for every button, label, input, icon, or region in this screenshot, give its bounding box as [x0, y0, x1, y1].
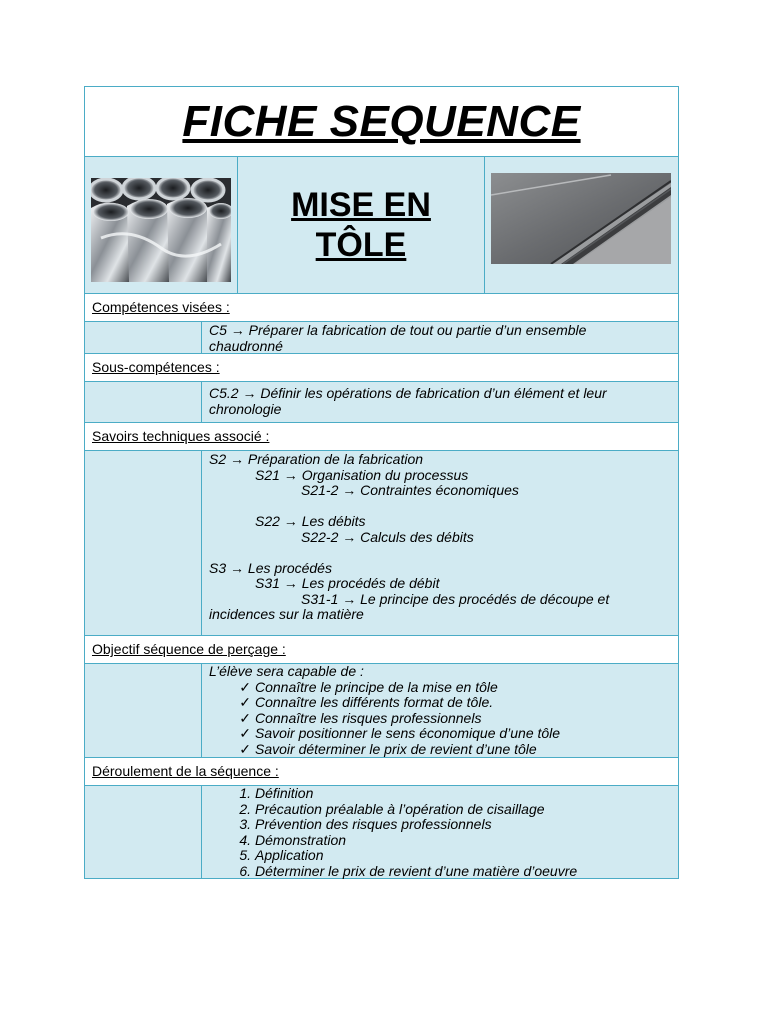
deroulement-label: Déroulement de la séquence :	[92, 763, 279, 779]
objectif-item	[209, 680, 670, 696]
title-cell	[84, 86, 679, 157]
row-gutter	[201, 786, 202, 878]
savoirs-content-row	[84, 450, 679, 636]
objectif-item	[209, 711, 670, 727]
row-gutter	[201, 664, 202, 757]
objectif-item	[209, 726, 670, 742]
objectif-item-text: Connaître les risques professionnels	[255, 709, 482, 726]
item-number: 1.	[239, 785, 251, 801]
item-text: Définition	[255, 785, 314, 801]
objectif-item	[209, 695, 670, 711]
deroulement-item	[209, 817, 670, 833]
right-image-cell	[484, 156, 679, 294]
page-title: FICHE SEQUENCE	[182, 96, 581, 146]
competences-label: Compétences visées :	[92, 299, 230, 315]
savoirs-list	[209, 452, 670, 623]
objectif-item	[209, 742, 670, 758]
deroulement-list	[209, 786, 670, 879]
deroulement-header-row	[84, 757, 679, 786]
competences-header-row	[84, 293, 679, 322]
deroulement-item	[209, 833, 670, 849]
row-gutter	[201, 382, 202, 422]
subtitle-line-2: TÔLE	[315, 226, 407, 264]
deroulement-item	[209, 802, 670, 818]
savoir-item: S3 → Les procédés	[209, 559, 332, 576]
sous-competences-line-1: C5.2 → Définir les opérations de fabrication d’un élément et leur	[209, 385, 607, 401]
savoir-item: S31 → Les procédés de débit	[255, 575, 440, 591]
row-gutter	[201, 322, 202, 353]
objectif-item-text: Savoir déterminer le prix de revient d’une tôle	[255, 740, 537, 757]
sous-competences-text	[209, 386, 670, 417]
savoir-item: S21 → Organisation du processus	[255, 466, 469, 483]
savoir-item: S22-2 → Calculs des débits	[301, 528, 474, 545]
item-text: Précaution préalable à l’opération de cisaillage	[255, 800, 545, 817]
objectif-item-text: Connaître les différents format de tôle.	[255, 694, 494, 710]
savoirs-header-row	[84, 422, 679, 451]
item-number: 5.	[239, 847, 251, 863]
item-number: 3.	[239, 816, 251, 832]
subtitle-line-1: MISE EN	[291, 186, 431, 224]
sous-competences-line-2: chronologie	[209, 400, 282, 417]
item-number: 4.	[239, 831, 251, 848]
objectif-item-text: Savoir positionner le sens économique d’une tôle	[255, 725, 561, 741]
deroulement-item	[209, 864, 670, 880]
competences-line-1: C5 → Préparer la fabrication de tout ou partie d’un ensemble	[209, 322, 587, 338]
item-text: Application	[255, 847, 324, 863]
objectif-item-text: Connaître le principe de la mise en tôle	[255, 678, 498, 695]
sous-competences-label: Sous-compétences :	[92, 359, 220, 375]
savoir-item: S2 → Préparation de la fabrication	[209, 451, 424, 467]
sequence-subtitle	[291, 185, 431, 265]
objectif-header-row	[84, 635, 679, 664]
check-icon: ✓	[239, 725, 251, 741]
item-text: Prévention des risques professionnels	[255, 816, 492, 832]
savoirs-label: Savoirs techniques associé :	[92, 428, 270, 444]
check-icon: ✓	[239, 694, 251, 710]
competences-content-row	[84, 321, 679, 354]
objectif-label: Objectif séquence de perçage :	[92, 641, 286, 657]
deroulement-content-row	[84, 785, 679, 879]
objectif-content-row	[84, 663, 679, 758]
deroulement-item	[209, 848, 670, 864]
sous-competences-content-row	[84, 381, 679, 423]
steel-plates-photo	[491, 173, 671, 264]
competences-line-2: chaudronné	[209, 337, 283, 354]
check-icon: ✓	[239, 740, 251, 757]
left-image-cell	[84, 156, 238, 294]
subtitle-cell	[237, 156, 485, 294]
savoir-item: S21-2 → Contraintes économiques	[301, 482, 519, 498]
item-number: 2.	[239, 800, 251, 817]
savoir-item: incidences sur la matière	[209, 606, 364, 622]
check-icon: ✓	[239, 709, 251, 726]
row-gutter	[201, 451, 202, 635]
item-text: Démonstration	[255, 831, 347, 848]
objectif-intro: L’élève sera capable de :	[209, 663, 364, 679]
deroulement-item	[209, 786, 670, 802]
competences-text	[209, 323, 670, 354]
savoir-item: S31-1 → Le principe des procédés de découpe et	[301, 590, 610, 607]
metal-tubes-photo	[91, 178, 231, 282]
item-text: Déterminer le prix de revient d’une matière d’oeuvre	[255, 862, 578, 879]
item-number: 6.	[239, 862, 251, 879]
sous-competences-header-row	[84, 353, 679, 382]
objectif-list	[209, 664, 670, 757]
savoir-item: S22 → Les débits	[255, 513, 366, 529]
check-icon: ✓	[239, 678, 251, 695]
